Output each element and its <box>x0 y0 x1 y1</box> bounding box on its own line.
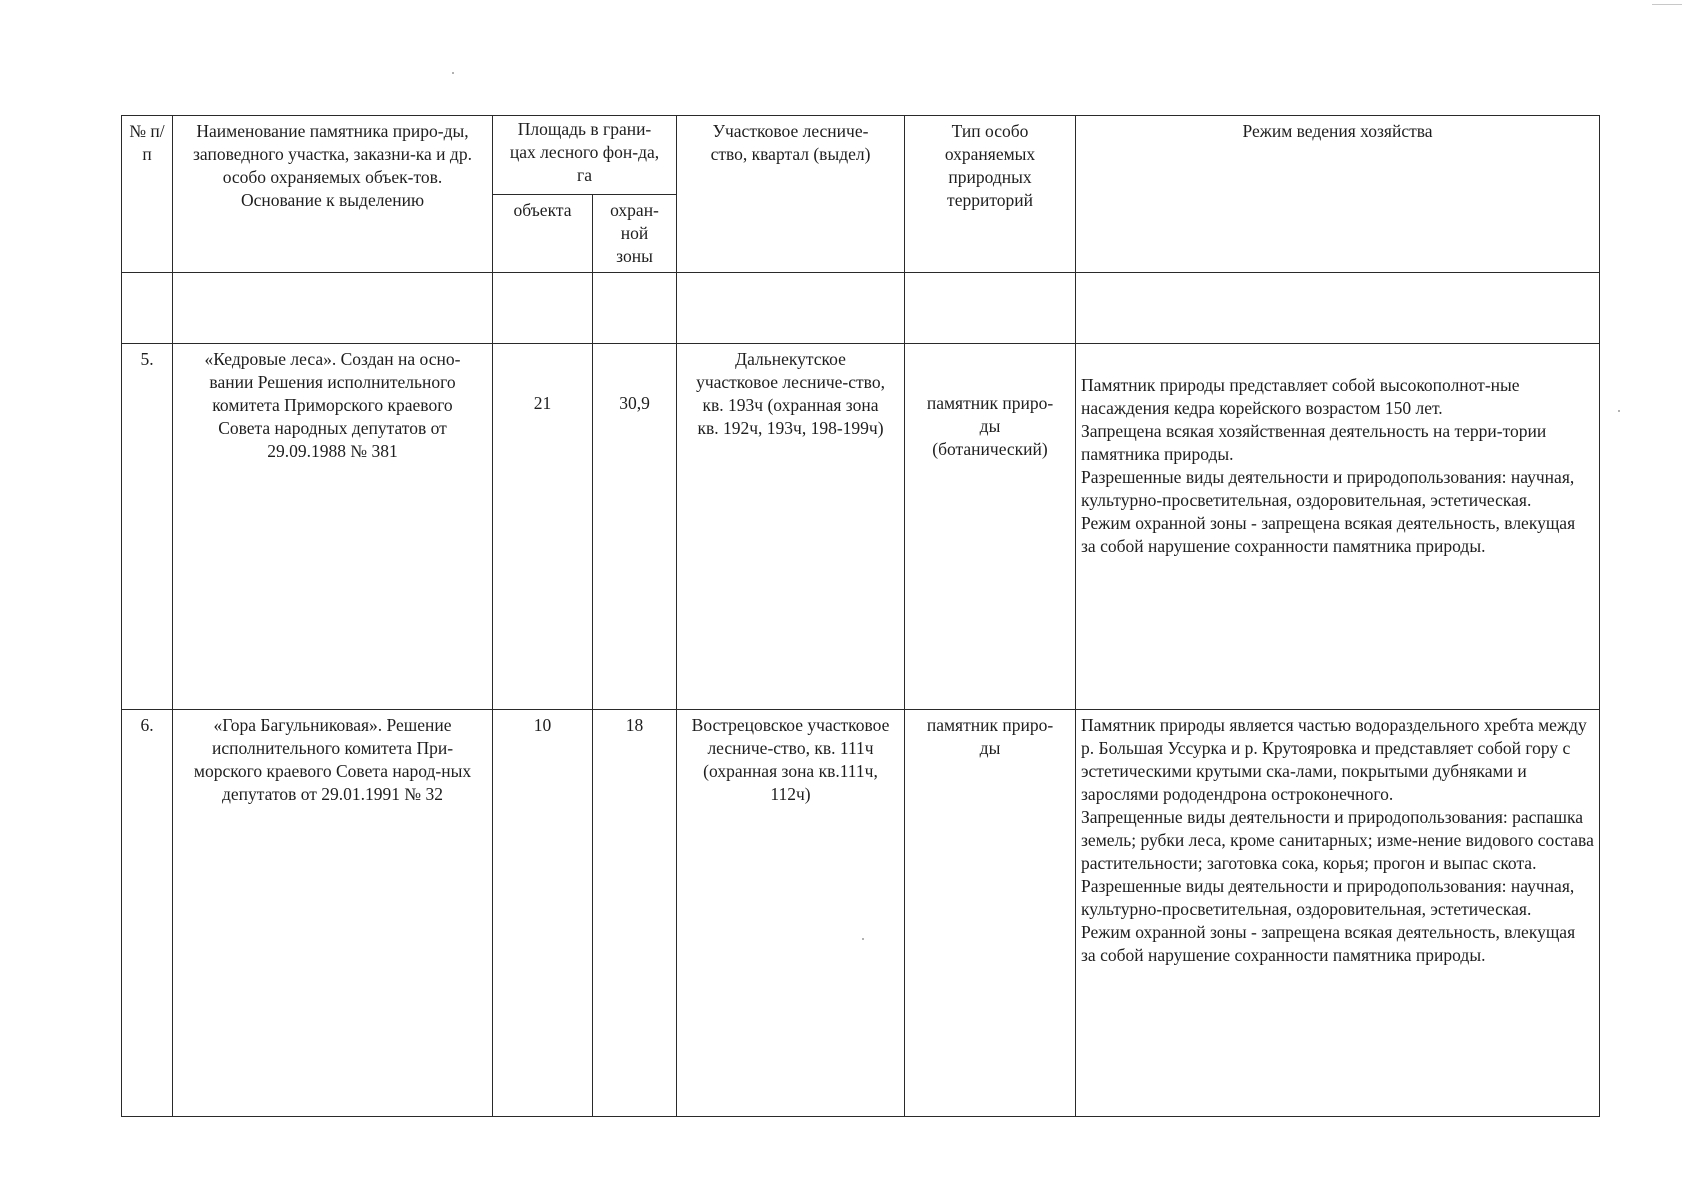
row-area-zone: 18 <box>593 710 677 1117</box>
row-name: «Кедровые леса». Создан на осно-вании Решения исполнительного комитета Приморского краевого Совета народных депутатов от 29.09.1988 № 381 <box>173 344 493 710</box>
regime-paragraph: Памятник природы представляет собой высокополнот-ные насаждения кедра корейского возрастом 150 лет. <box>1081 375 1520 418</box>
blank-row <box>122 273 1600 344</box>
blank-cell <box>493 273 593 344</box>
blank-cell <box>677 273 905 344</box>
row-num: 5. <box>122 344 173 710</box>
header-area: Площадь в грани-цах лесного фон-да, га <box>493 116 677 195</box>
table-row <box>122 710 1600 1117</box>
regime-paragraph: Разрешенные виды деятельности и природопользования: научная, культурно-просветительная, оздоровительная, эстетическая. <box>1081 876 1575 919</box>
table-header-row <box>122 116 1600 195</box>
row-name: «Гора Багульниковая». Решение исполнительного комитета При-морского краевого Совета народ-ных депутатов от 29.01.1991 № 32 <box>173 710 493 1117</box>
header-num: № п/п <box>122 116 173 273</box>
blank-cell <box>905 273 1076 344</box>
row-regime <box>1076 344 1600 710</box>
row-forestry: Вострецовское участковое лесниче-ство, кв. 111ч (охранная зона кв.111ч, 112ч) <box>677 710 905 1117</box>
row-type: памятник приро-ды (ботанический) <box>905 344 1076 710</box>
header-forestry: Участковое лесниче-ство, квартал (выдел) <box>677 116 905 273</box>
row-area-zone: 30,9 <box>593 344 677 710</box>
regime-paragraph: Режим охранной зоны - запрещена всякая деятельность, влекущая за собой нарушение сохранности памятника природы. <box>1081 922 1576 965</box>
header-area-object: объекта <box>493 195 593 273</box>
regime-paragraph: Запрещена всякая хозяйственная деятельность на терри-тории памятника природы. <box>1081 421 1547 464</box>
header-name: Наименование памятника приро-ды, заповедного участка, заказни-ка и др. особо охраняемых объек-тов. Основание к выделению <box>173 116 493 273</box>
protected-areas-table <box>121 115 1600 1117</box>
table-row <box>122 344 1600 710</box>
blank-cell <box>593 273 677 344</box>
scan-edge-mark <box>1652 4 1682 5</box>
regime-paragraph: Режим охранной зоны - запрещена всякая деятельность, влекущая за собой нарушение сохранности памятника природы. <box>1081 513 1576 556</box>
regime-paragraph: Разрешенные виды деятельности и природопользования: научная, культурно-просветительная, оздоровительная, эстетическая. <box>1081 467 1575 510</box>
regime-paragraph: Памятник природы является частью водораздельного хребта между р. Большая Уссурка и р. Крутояровка и представляет собой гору с эстетическими крутыми ска-лами, покрытыми дубняками и зарослями рододендрона остроконечного. <box>1081 715 1587 804</box>
scan-speck <box>452 72 454 74</box>
header-regime: Режим ведения хозяйства <box>1076 116 1600 273</box>
row-forestry: Дальнекутское участковое лесниче-ство, кв. 193ч (охранная зона кв. 192ч, 193ч, 198-199ч) <box>677 344 905 710</box>
row-type: памятник приро-ды <box>905 710 1076 1117</box>
header-area-zone: охран-ной зоны <box>593 195 677 273</box>
blank-cell <box>173 273 493 344</box>
row-num: 6. <box>122 710 173 1117</box>
row-area-object: 21 <box>493 344 593 710</box>
regime-paragraph: Запрещенные виды деятельности и природопользования: распашка земель; рубки леса, кроме санитарных; изме-нение видового состава растительности; заготовка сока, корья; прогон и выпас скота. <box>1081 807 1594 873</box>
row-area-object: 10 <box>493 710 593 1117</box>
blank-cell <box>1076 273 1600 344</box>
scan-speck <box>1618 410 1620 412</box>
row-regime <box>1076 710 1600 1117</box>
header-type: Тип особо охраняемых природных территорий <box>905 116 1076 273</box>
blank-cell <box>122 273 173 344</box>
